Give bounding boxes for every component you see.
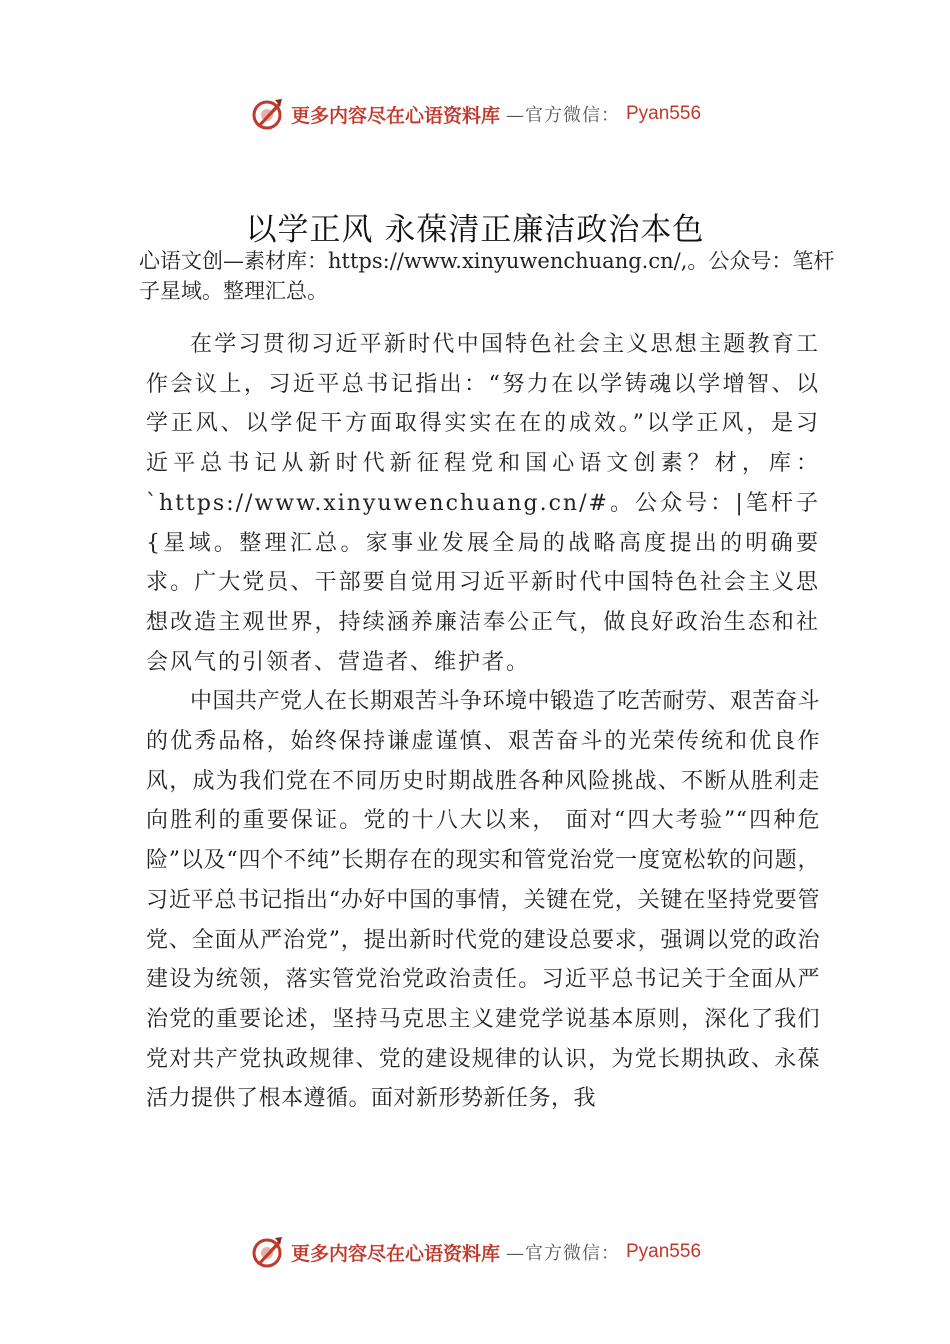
document-source: 心语文创—素材库：https://www.xinyuwenchuang.cn/,。公众号：笔杆子星域。整理汇总。 (139, 249, 835, 303)
banner-sub-text: —官方微信： (506, 1243, 620, 1264)
document-title: 以学正风 永葆清正廉洁政治本色 (245, 212, 705, 248)
header-banner (0, 94, 950, 134)
banner-main-text: 更多内容尽在心语资料库 (290, 1242, 500, 1265)
banner-main-text: 更多内容尽在心语资料库 (290, 104, 500, 127)
banner-wechat-id: Pyan556 (626, 103, 702, 124)
quill-logo-icon (249, 1234, 285, 1270)
body-paragraph: 在学习贯彻习近平新时代中国特色社会主义思想主题教育工作会议上，习近平总书记指出：“努力在以学铸魂以学增智、以学正风、以学促干方面取得实实在在的成效。”以学正风，是习近平总书记从新时代新征程党和国心语文创素？材，库：`https://www.xinyuwenchuang.cn/#。公众号：|笔杆子{星域。整理汇总。家事业发展全局的战略高度提出的明确要求。广大党员、干部要自觉用习近平新时代中国特色社会主义思想改造主观世界，持续涵养廉洁奉公正气，做良好政治生态和社会风气的引领者、营造者、维护者。 (146, 332, 820, 675)
footer-banner (0, 1232, 950, 1272)
document-body (146, 325, 820, 1119)
banner-wechat-id: Pyan556 (626, 1241, 702, 1262)
banner-sub-text: —官方微信： (506, 105, 620, 126)
quill-logo-icon (249, 96, 285, 132)
body-paragraph: 中国共产党人在长期艰苦斗争环境中锻造了吃苦耐劳、艰苦奋斗的优秀品格，始终保持谦虚谨慎、艰苦奋斗的光荣传统和优良作风，成为我们党在不同历史时期战胜各种风险挑战、不断从胜利走向胜利的重要保证。党的十八大以来， 面对“四大考验”“四种危险”以及“四个不纯”长期存在的现实和管党治党一度宽松软的问题，习近平总书记指出“办好中国的事情，关键在党，关键在坚持党要管党、全面从严治党”，提出新时代党的建设总要求，强调以党的政治建设为统领，落实管党治党政治责任。习近平总书记关于全面从严治党的重要论述，坚持马克思主义建党学说基本原则，深化了我们党对共产党执政规律、党的建设规律的认识，为党长期执政、永葆活力提供了根本遵循。面对新形势新任务，我 (146, 689, 821, 1112)
